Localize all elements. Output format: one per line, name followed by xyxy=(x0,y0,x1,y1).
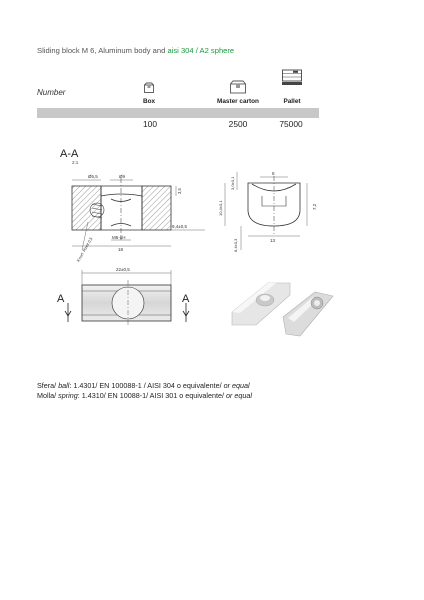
cross-section-view xyxy=(72,178,171,240)
dim-72: 7,2 xyxy=(312,203,317,210)
spring-material: Molla/ spring: 1.4310/ EN 10088-1/ AISI 301 o equivalente/ or equal xyxy=(37,391,252,400)
dim-84: 8,4±0,3 xyxy=(233,238,238,252)
dim-104: 10,4±0,1 xyxy=(218,200,223,216)
product-title: Sliding block M 6, Aluminum body and aisi 304 / A2 sphere xyxy=(37,46,235,55)
dim-13: 13 xyxy=(270,238,276,243)
number-label: Number xyxy=(37,88,66,97)
dim-8: 8 xyxy=(272,171,275,176)
section-marker-left xyxy=(65,303,71,322)
carton-label: Master carton xyxy=(217,98,259,105)
dim-22: 22±0,5 xyxy=(116,267,130,272)
pallet-label: Pallet xyxy=(283,98,301,105)
dim-knurl: Knurl. Rzeit 0,5 xyxy=(75,236,94,263)
box-label: Box xyxy=(142,98,156,105)
section-scale: 2:1 xyxy=(72,160,79,165)
dim-94: 9,4±0,5 xyxy=(172,224,187,229)
dim-35: 3,5 xyxy=(177,188,182,194)
carton-quantity: 2500 xyxy=(228,119,248,129)
side-profile-view xyxy=(248,176,300,236)
section-marker-right xyxy=(183,303,189,322)
dim-18: 18 xyxy=(118,247,124,252)
dim-d9: Ø9 xyxy=(119,174,126,179)
box-quantity: 100 xyxy=(143,119,157,129)
render-view-1 xyxy=(232,283,290,325)
top-view xyxy=(82,280,171,326)
section-marker-left-label: A xyxy=(57,293,65,305)
dim-d55: Ø5,5 xyxy=(88,174,98,179)
ball-material: Sfera/ ball: 1.4301/ EN 100088-1 / AISI 304 o equivalente/ or equal xyxy=(37,381,250,390)
pallet-quantity: 75000 xyxy=(279,119,303,129)
dim-3: 3,0±0,1 xyxy=(230,176,235,190)
title-highlight: aisi 304 / A2 sphere xyxy=(167,46,235,55)
dim-m6: M6-6H xyxy=(112,235,126,240)
section-title: A-A xyxy=(60,148,79,160)
render-view-2 xyxy=(283,292,333,336)
section-marker-right-label: A xyxy=(182,293,190,305)
top-view-dimensions xyxy=(82,270,171,285)
